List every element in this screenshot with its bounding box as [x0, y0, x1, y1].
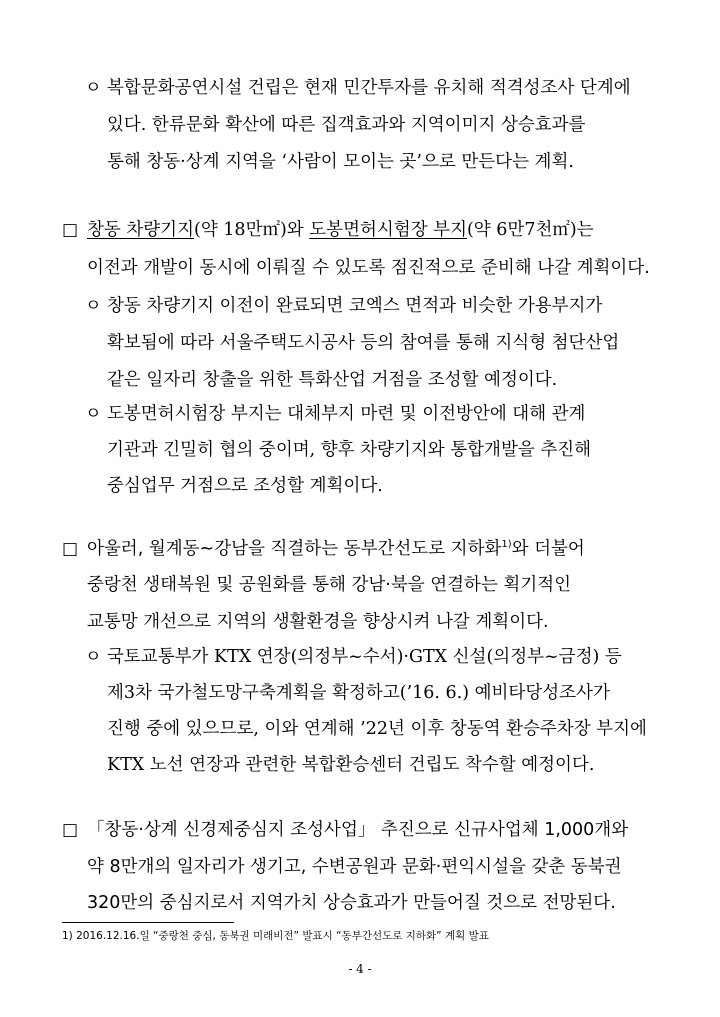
- section-heading-line: 중랑천 생태복원 및 공원화를 통해 강남·북을 연결하는 획기적인: [87, 575, 572, 595]
- circle-bullet-icon: ㅇ: [85, 78, 102, 98]
- paragraph-line: 기관과 긴밀히 협의 중이며, 향후 차량기지와 통합개발을 추진해: [107, 440, 592, 460]
- footnote-divider: [62, 922, 234, 923]
- paragraph-line: 도봉면허시험장 부지는 대체부지 마련 및 이전방안에 대해 관계: [107, 404, 586, 424]
- square-bullet-icon: □: [62, 820, 79, 840]
- underlined-term: 창동 차량기지: [87, 220, 194, 240]
- circle-bullet-icon: ㅇ: [85, 404, 102, 424]
- section-heading-line: 320만의 중심지로서 지역가치 상승효과가 만들어질 것으로 전망된다.: [87, 893, 616, 913]
- square-bullet-icon: □: [62, 220, 79, 240]
- area-note: (약 18만㎡): [194, 220, 287, 240]
- heading-text: 아울러, 월계동~강남을 직결하는 동부간선도로 지하화: [87, 539, 502, 559]
- paragraph-line: 같은 일자리 창출을 위한 특화산업 거점을 조성할 예정이다.: [107, 370, 558, 390]
- paragraph-line: 있다. 한류문화 확산에 따른 집객효과와 지역이미지 상승효과를: [107, 115, 586, 135]
- paragraph-line: 진행 중에 있으므로, 이와 연계해 ’22년 이후 창동역 환승주차장 부지에: [107, 719, 647, 739]
- paragraph-line: 통해 창동·상계 지역을 ‘사람이 모이는 곳’으로 만든다는 계획.: [107, 152, 574, 172]
- section-heading-line: [87, 538, 585, 560]
- footnote-text: 1) 2016.12.16.일 “중랑천 중심, 동북권 미래비전” 발표시 “동부간선도로 지하화” 계획 발표: [62, 930, 489, 942]
- area-note: (약 6만7천㎡): [466, 220, 577, 240]
- section-heading-line: 교통망 개선으로 지역의 생활환경을 향상시켜 나갈 계획이다.: [87, 612, 549, 632]
- page-number: - 4 -: [348, 962, 372, 976]
- particle-text: 는: [576, 220, 594, 240]
- section-heading-line: 약 8만개의 일자리가 생기고, 수변공원과 문화·편익시설을 갖춘 동북권: [87, 857, 622, 877]
- heading-text: 와 더불어: [511, 539, 585, 559]
- section-heading-line: [87, 219, 594, 241]
- paragraph-line: 중심업무 거점으로 조성할 계획이다.: [107, 476, 383, 496]
- circle-bullet-icon: ㅇ: [85, 296, 102, 316]
- footnote-marker: 1): [501, 539, 512, 551]
- square-bullet-icon: □: [62, 539, 79, 559]
- circle-bullet-icon: ㅇ: [85, 647, 102, 667]
- paragraph-line: 복합문화공연시설 건립은 현재 민간투자를 유치해 적격성조사 단계에: [107, 78, 631, 98]
- conjunction-text: 와: [286, 220, 310, 240]
- paragraph-line: KTX 노선 연장과 관련한 복합환승센터 건립도 착수할 예정이다.: [107, 755, 595, 775]
- paragraph-line: 확보됨에 따라 서울주택도시공사 등의 참여를 통해 지식형 첨단산업: [107, 333, 620, 353]
- paragraph-line: 국토교통부가 KTX 연장(의정부~수서)·GTX 신설(의정부~금정) 등: [107, 647, 622, 667]
- underlined-term: 도봉면허시험장 부지: [309, 220, 467, 240]
- paragraph-line: 창동 차량기지 이전이 완료되면 코엑스 면적과 비슷한 가용부지가: [107, 296, 603, 316]
- section-heading-line: 「창동·상계 신경제중심지 조성사업」 추진으로 신규사업체 1,000개와: [87, 820, 629, 840]
- paragraph-line: 제3차 국가철도망구축계획을 확정하고(’16. 6.) 예비타당성조사가: [107, 683, 610, 703]
- section-heading-line: 이전과 개발이 동시에 이뤄질 수 있도록 점진적으로 준비해 나갈 계획이다.: [87, 258, 650, 278]
